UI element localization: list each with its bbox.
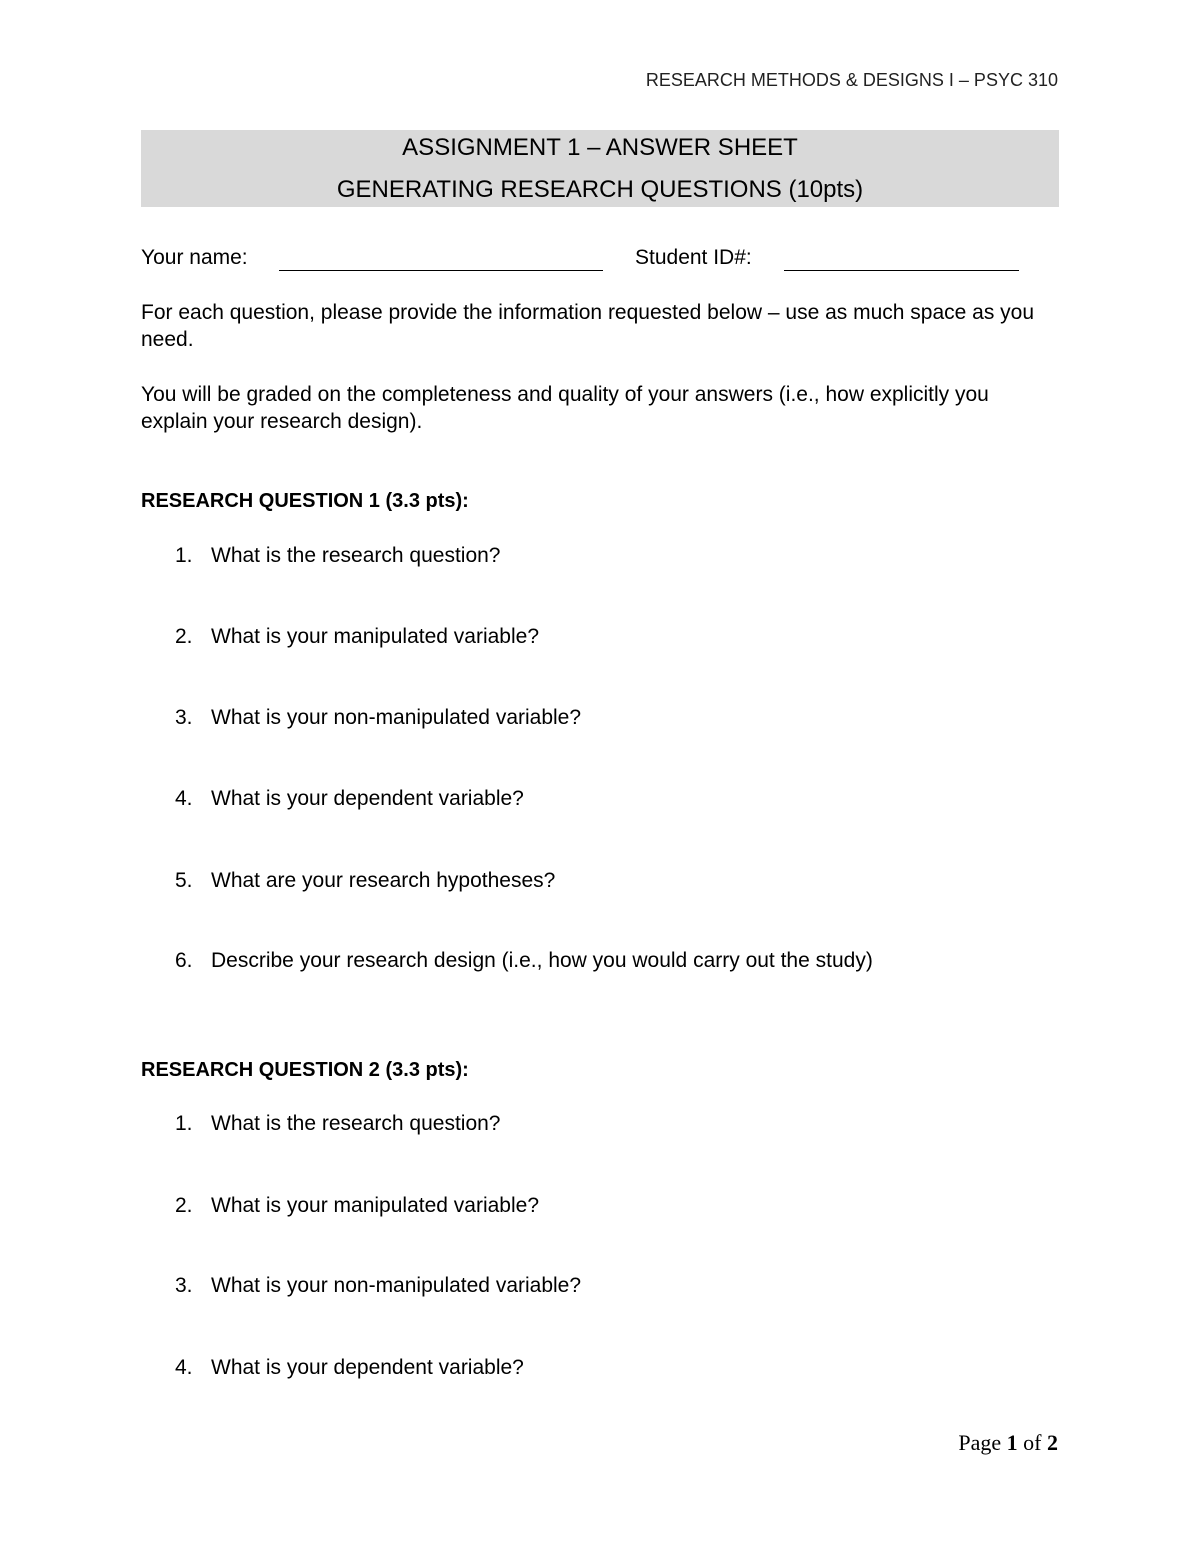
name-label: Your name: [141,246,248,269]
item-number: 1. [175,1112,193,1135]
item-number: 2. [175,625,193,648]
item-text: What is the research question? [211,1112,501,1135]
list-item [175,1194,539,1218]
student-id-label: Student ID#: [635,246,752,269]
section-heading-rq1: RESEARCH QUESTION 1 (3.3 pts): [141,490,469,512]
list-item [175,869,555,893]
list-item [175,544,501,568]
list-item [175,1274,581,1298]
assignment-subtitle: GENERATING RESEARCH QUESTIONS (10pts) [336,176,864,203]
student-info-row [141,246,1059,276]
item-number: 3. [175,1274,193,1297]
item-text: What are your research hypotheses? [211,869,556,892]
item-number: 3. [175,706,193,729]
total-pages: 2 [1047,1430,1058,1455]
name-field[interactable] [279,270,603,271]
item-text: What is your non-manipulated variable? [211,1274,582,1297]
page-number [958,1430,1058,1456]
item-text: What is your manipulated variable? [211,625,540,648]
item-text: What is your dependent variable? [211,787,524,810]
item-text: Describe your research design (i.e., how you would carry out the study) [211,949,873,972]
item-text: What is the research question? [211,544,501,567]
student-id-field[interactable] [784,270,1019,271]
list-item [175,949,873,973]
item-text: What is your manipulated variable? [211,1194,540,1217]
item-text: What is your dependent variable? [211,1356,524,1379]
item-number: 2. [175,1194,193,1217]
item-number: 1. [175,544,193,567]
list-item [175,1356,524,1380]
list-item [175,625,539,649]
current-page: 1 [1006,1430,1018,1455]
section-heading-rq2: RESEARCH QUESTION 2 (3.3 pts): [141,1059,469,1081]
instructions-paragraph-2: You will be graded on the completeness and quality of your answers (i.e., how explicitly you explain your research design). [141,383,989,433]
item-text: What is your non-manipulated variable? [211,706,582,729]
of-word: of [1023,1430,1042,1455]
instructions-paragraph-1: For each question, please provide the information requested below – use as much space as you need. [141,301,1035,351]
list-item [175,1112,501,1136]
item-number: 4. [175,1356,193,1379]
list-item [175,706,581,730]
title-box [141,130,1059,207]
page-word: Page [958,1430,1002,1455]
page-header: RESEARCH METHODS & DESIGNS I – PSYC 310 [645,70,1058,90]
item-number: 6. [175,949,193,972]
item-number: 5. [175,869,193,892]
assignment-title: ASSIGNMENT 1 – ANSWER SHEET [402,134,798,161]
list-item [175,787,524,811]
item-number: 4. [175,787,193,810]
